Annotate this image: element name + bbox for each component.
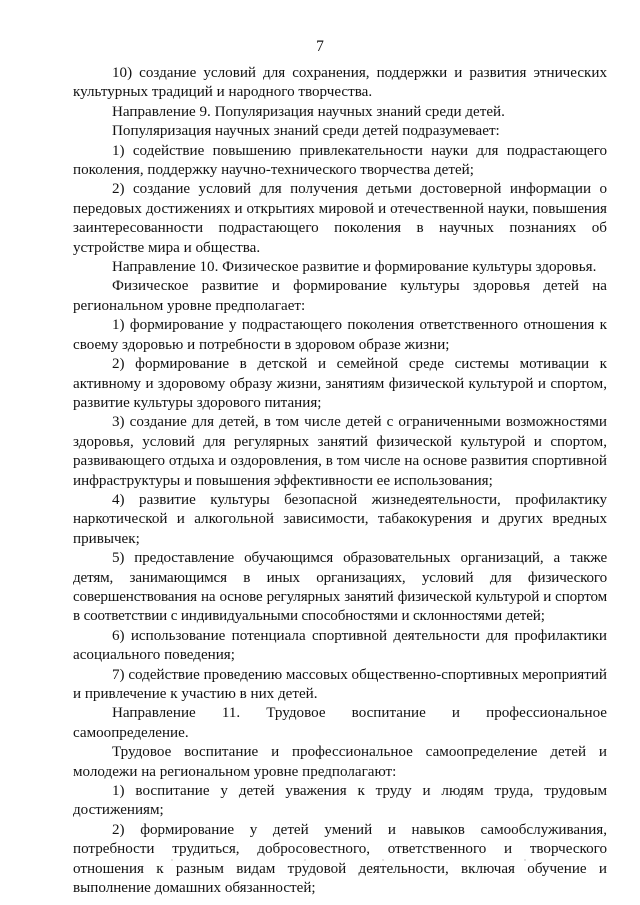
document-body <box>73 64 607 898</box>
direction-10-item-1: 1) формирование у подрастающего поколения ответственного отношения к своему здоровью и потребности в здоровом образе жизни; <box>73 317 607 353</box>
direction-10-heading: Направление 10. Физическое развитие и формирование культуры здоровья. <box>112 259 597 276</box>
direction-11-item-1: 1) воспитание у детей уважения к труду и людям труда, трудовым достижениям; <box>73 783 607 819</box>
direction-10-item-6: 6) использование потенциала спортивной деятельности для профилактики асоциального поведения; <box>73 627 607 664</box>
direction-9-intro: Популяризация научных знаний среди детей подразумевает: <box>112 123 500 140</box>
direction-10-item-3: 3) создание для детей, в том числе детей с ограниченными возможностями здоровья, условий для регулярных занятий физической культурой и спортом, развивающего отдыха и оздоровления, в том числе на основе развития спортивной инфраструктуры и повышения эффективности ее использования; <box>73 414 607 489</box>
direction-10-item-5: 5) предоставление обучающимся образовательных организаций, а также детям, занимающимся в иных организациях, условий для физического совершенствования на основе регулярных занятий физической культурой и спортом в соответствии с индивидуальными способностями и склонностями детей; <box>73 550 607 625</box>
direction-11-heading: Направление 11. Трудовое воспитание и профессиональное самоопределение. <box>73 705 607 741</box>
direction-9-item-2: 2) создание условий для получения детьми достоверной информации о передовых достижениях и открытиях мировой и отечественной науки, повышения заинтересованности подрастающего поколения в научных познаниях об устройстве мира и общества. <box>73 181 607 256</box>
direction-11-intro: Трудовое воспитание и профессиональное самоопределение детей и молодежи на региональном уровне предполагают: <box>73 744 607 780</box>
direction-10-item-2: 2) формирование в детской и семейной среде системы мотивации к активному и здоровому образу жизни, занятиям физической культурой и спортом, развитие культуры здорового питания; <box>73 356 607 411</box>
page-number: 7 <box>316 38 324 55</box>
direction-10-item-7: 7) содействие проведению массовых общественно-спортивных мероприятий и привлечение к участию в них детей. <box>73 666 607 702</box>
direction-10-intro: Физическое развитие и формирование культуры здоровья детей на региональном уровне предполагает: <box>73 278 607 314</box>
direction-9-item-1: 1) содействие повышению привлекательности науки для подрастающего поколения, поддержку научно-технического творчества детей; <box>73 142 607 179</box>
direction-11-item-2: 2) формирование у детей умений и навыков самообслуживания, потребности трудиться, добросовестного, ответственного и творческого отношения к разным видам трудовой деятельности, включая обучение и выполнение домашних обязанностей; <box>73 821 607 897</box>
direction-9-heading: Направление 9. Популяризация научных знаний среди детей. <box>112 103 505 120</box>
paragraph-item-10-ethnic-traditions: 10) создание условий для сохранения, поддержки и развития этнических культурных традиций и народного творчества. <box>73 65 607 101</box>
direction-10-item-4: 4) развитие культуры безопасной жизнедеятельности, профилактику наркотической и алкогольной зависимости, табакокурения и других вредных привычек; <box>73 491 607 547</box>
